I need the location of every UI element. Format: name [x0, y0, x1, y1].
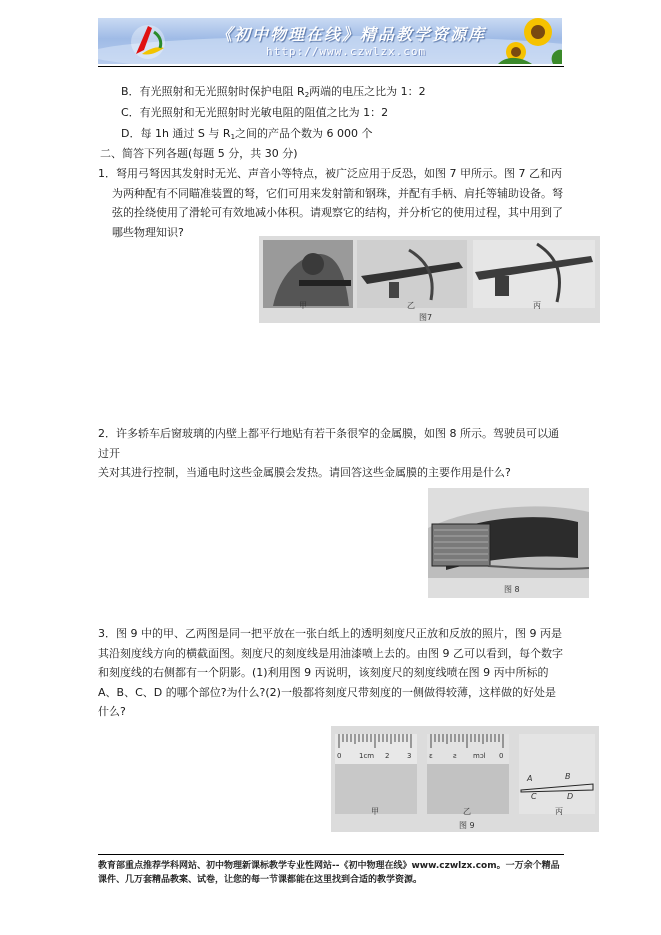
- figure-9: [331, 726, 599, 832]
- logo-icon: [131, 25, 165, 59]
- question-2-line1: 2．许多轿车后窗玻璃的内壁上都平行地贴有若干条很窄的金属膜，如图 8 所示。驾驶员可以通过开: [98, 427, 559, 460]
- fig7-label-bing: 丙: [533, 301, 541, 310]
- figure-7-art: [259, 236, 600, 323]
- banner-title: 《初中物理在线》精品教学资源库: [216, 25, 487, 44]
- fig9-label-jia: 甲: [371, 807, 379, 816]
- section-heading: 二、简答下列各题(每题 5 分，共 30 分): [100, 147, 298, 160]
- fig9-label-bing: 丙: [555, 807, 563, 816]
- fig9-caption: 图 9: [459, 821, 475, 830]
- header-banner: [98, 18, 562, 64]
- ruler-yi-1: ƨ: [453, 752, 457, 760]
- fig7-label-yi: 乙: [407, 301, 415, 310]
- point-c: C: [531, 792, 537, 801]
- fig9-label-yi: 乙: [463, 807, 471, 816]
- ruler-yi-0: ε: [429, 752, 433, 760]
- point-a: A: [527, 774, 533, 783]
- option-b: B．有光照射和无光照射时保护电阻 $R_2$两端的电压之比为 1：2: [121, 85, 426, 99]
- point-b: B: [565, 772, 571, 781]
- fig7-label-jia: 甲: [299, 301, 307, 310]
- ruler-yi-3: 0: [499, 752, 504, 760]
- ruler-jia-3: 3: [407, 752, 412, 760]
- fig8-caption: 图 8: [504, 585, 520, 594]
- header-rule: [98, 66, 564, 67]
- figure-7: [259, 236, 600, 323]
- ruler-jia-1: 1cm: [359, 752, 375, 760]
- footer-rule: [98, 854, 564, 855]
- option-d: D．每 1h 通过 S 与 $R_1$之间的产品个数为 6 000 个: [121, 127, 373, 141]
- fig7-caption: 图7: [419, 313, 433, 322]
- question-1-text: 1．弩用弓弩因其发射时无光、声音小等特点，被广泛应用于反恐，如图 7 甲所示。图 7 乙和丙为两种配有不同瞄准装置的弩，它们可用来发射箭和钢珠，并配有手柄、肩托等辅助设备。弩弦的拴绕使用了滑轮可有效地减小体积。请观察它的结构，并分析它的使用过程，其中用到了哪些物理知识?: [98, 167, 563, 239]
- banner-url[interactable]: http://www.czwlzx.com: [266, 45, 427, 58]
- ruler-jia-2: 2: [385, 752, 390, 760]
- point-d: D: [567, 792, 574, 801]
- ruler-yi-2: mɔl: [473, 752, 486, 760]
- footer-text: 教育部重点推荐学科网站、初中物理新课标教学专业性网站--《初中物理在线》www.czwlzx.com。一万余个精品课件、几万套精品教案、试卷，让您的每一节课都能在这里找到合适的教学资源。: [98, 861, 560, 885]
- question-3-text: 3．图 9 中的甲、乙两图是同一把平放在一张白纸上的透明刻度尺正放和反放的照片，图 9 丙是其沿刻度线方向的横截面图。刻度尺的刻度线是用油漆喷上去的。由图 9 乙可以看到，每个数字和刻度线的右侧都有一个阴影。(1)利用图 9 丙说明，该刻度尺的刻度线喷在图 9 丙中所标的 A、B、C、D 的哪个部位?为什么?(2)一般都将刻度尺带刻度的一侧做得较薄，这样做的好处是什么?: [98, 627, 563, 718]
- ruler-jia-0: 0: [337, 752, 342, 760]
- option-c: C．有光照射和无光照射时光敏电阻的阻值之比为 1：2: [121, 106, 389, 119]
- question-2-line2: 关对其进行控制，当通电时这些金属膜会发热。请回答这些金属膜的主要作用是什么?: [98, 466, 511, 479]
- figure-8: [428, 488, 589, 598]
- figure-8-art: [428, 488, 589, 598]
